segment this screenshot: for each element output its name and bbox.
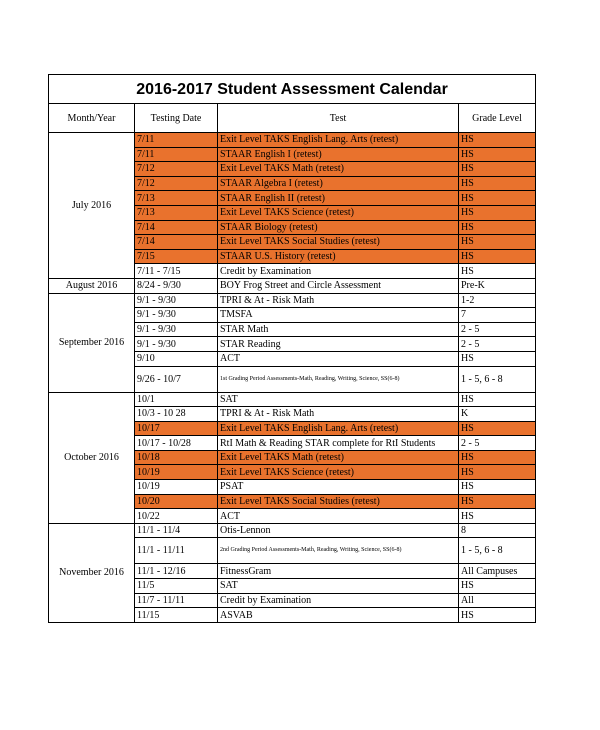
header-row <box>49 104 536 133</box>
test-cell: STAAR English II (retest) <box>218 191 459 206</box>
grade-level-cell: HS <box>459 608 536 623</box>
test-cell: Otis-Lennon <box>218 523 459 538</box>
grade-level-cell: 1 - 5, 6 - 8 <box>459 366 536 392</box>
assessment-calendar <box>48 74 535 623</box>
grade-level-cell: HS <box>459 220 536 235</box>
test-cell: Exit Level TAKS Social Studies (retest) <box>218 494 459 509</box>
table-row <box>49 278 536 293</box>
grade-level-cell: HS <box>459 450 536 465</box>
grade-level-cell: All Campuses <box>459 564 536 579</box>
grade-level-cell: HS <box>459 205 536 220</box>
testing-date-cell: 10/17 - 10/28 <box>135 436 218 451</box>
grade-level-cell: HS <box>459 249 536 264</box>
testing-date-cell: 7/11 <box>135 133 218 148</box>
test-cell: STAAR U.S. History (retest) <box>218 249 459 264</box>
grade-level-cell: HS <box>459 351 536 366</box>
table-row <box>49 133 536 148</box>
grade-level-cell: 2 - 5 <box>459 337 536 352</box>
table-row <box>49 392 536 407</box>
test-cell: STAR Math <box>218 322 459 337</box>
header-testing-date: Testing Date <box>135 104 218 133</box>
test-cell: 2nd Grading Period Assessments-Math, Reading, Writing, Science, SS(6-8) <box>218 538 459 564</box>
test-cell: RtI Math & Reading STAR complete for RtI Students <box>218 436 459 451</box>
testing-date-cell: 9/1 - 9/30 <box>135 293 218 308</box>
calendar-table <box>48 74 536 623</box>
test-cell: Exit Level TAKS Science (retest) <box>218 465 459 480</box>
testing-date-cell: 9/26 - 10/7 <box>135 366 218 392</box>
test-cell: TMSFA <box>218 308 459 323</box>
test-cell: ACT <box>218 509 459 524</box>
testing-date-cell: 10/19 <box>135 480 218 495</box>
test-cell: TPRI & At - Risk Math <box>218 293 459 308</box>
testing-date-cell: 7/11 - 7/15 <box>135 264 218 279</box>
grade-level-cell: HS <box>459 579 536 594</box>
grade-level-cell: HS <box>459 147 536 162</box>
test-cell: 1st Grading Period Assessments-Math, Reading, Writing, Science, SS(6-8) <box>218 366 459 392</box>
testing-date-cell: 9/1 - 9/30 <box>135 322 218 337</box>
testing-date-cell: 7/11 <box>135 147 218 162</box>
test-cell: TPRI & At - Risk Math <box>218 407 459 422</box>
test-cell: Credit by Examination <box>218 264 459 279</box>
grade-level-cell: 7 <box>459 308 536 323</box>
test-cell: STAR Reading <box>218 337 459 352</box>
testing-date-cell: 7/14 <box>135 220 218 235</box>
testing-date-cell: 9/1 - 9/30 <box>135 337 218 352</box>
testing-date-cell: 7/13 <box>135 205 218 220</box>
grade-level-cell: HS <box>459 480 536 495</box>
test-cell: ACT <box>218 351 459 366</box>
testing-date-cell: 10/22 <box>135 509 218 524</box>
test-cell: Exit Level TAKS Science (retest) <box>218 205 459 220</box>
test-cell: PSAT <box>218 480 459 495</box>
grade-level-cell: HS <box>459 162 536 177</box>
test-cell: Exit Level TAKS English Lang. Arts (retest) <box>218 421 459 436</box>
test-cell: SAT <box>218 392 459 407</box>
table-row <box>49 293 536 308</box>
grade-level-cell: HS <box>459 133 536 148</box>
testing-date-cell: 9/1 - 9/30 <box>135 308 218 323</box>
calendar-body <box>49 133 536 623</box>
month-year-cell: August 2016 <box>49 278 135 293</box>
testing-date-cell: 10/20 <box>135 494 218 509</box>
test-cell: Exit Level TAKS Math (retest) <box>218 162 459 177</box>
grade-level-cell: 1 - 5, 6 - 8 <box>459 538 536 564</box>
grade-level-cell: Pre-K <box>459 278 536 293</box>
test-cell: STAAR English I (retest) <box>218 147 459 162</box>
grade-level-cell: 8 <box>459 523 536 538</box>
month-year-cell: July 2016 <box>49 133 135 279</box>
header-test: Test <box>218 104 459 133</box>
testing-date-cell: 7/12 <box>135 162 218 177</box>
test-cell: STAAR Algebra I (retest) <box>218 176 459 191</box>
testing-date-cell: 11/15 <box>135 608 218 623</box>
header-grade-level: Grade Level <box>459 104 536 133</box>
grade-level-cell: HS <box>459 509 536 524</box>
grade-level-cell: 1-2 <box>459 293 536 308</box>
grade-level-cell: All <box>459 593 536 608</box>
month-year-cell: October 2016 <box>49 392 135 523</box>
testing-date-cell: 8/24 - 9/30 <box>135 278 218 293</box>
grade-level-cell: 2 - 5 <box>459 322 536 337</box>
testing-date-cell: 7/15 <box>135 249 218 264</box>
test-cell: ASVAB <box>218 608 459 623</box>
month-year-cell: September 2016 <box>49 293 135 392</box>
grade-level-cell: 2 - 5 <box>459 436 536 451</box>
testing-date-cell: 7/13 <box>135 191 218 206</box>
test-cell: Exit Level TAKS Social Studies (retest) <box>218 235 459 250</box>
test-cell: FitnessGram <box>218 564 459 579</box>
testing-date-cell: 10/19 <box>135 465 218 480</box>
test-cell: BOY Frog Street and Circle Assessment <box>218 278 459 293</box>
grade-level-cell: HS <box>459 176 536 191</box>
page-title: 2016-2017 Student Assessment Calendar <box>49 75 536 104</box>
grade-level-cell: HS <box>459 494 536 509</box>
grade-level-cell: HS <box>459 191 536 206</box>
testing-date-cell: 10/17 <box>135 421 218 436</box>
test-cell: Credit by Examination <box>218 593 459 608</box>
testing-date-cell: 11/1 - 11/11 <box>135 538 218 564</box>
testing-date-cell: 11/1 - 11/4 <box>135 523 218 538</box>
table-row <box>49 523 536 538</box>
testing-date-cell: 7/14 <box>135 235 218 250</box>
test-cell: SAT <box>218 579 459 594</box>
grade-level-cell: HS <box>459 235 536 250</box>
testing-date-cell: 11/5 <box>135 579 218 594</box>
test-cell: STAAR Biology (retest) <box>218 220 459 235</box>
month-year-cell: November 2016 <box>49 523 135 622</box>
testing-date-cell: 9/10 <box>135 351 218 366</box>
grade-level-cell: K <box>459 407 536 422</box>
testing-date-cell: 10/18 <box>135 450 218 465</box>
grade-level-cell: HS <box>459 264 536 279</box>
testing-date-cell: 11/1 - 12/16 <box>135 564 218 579</box>
header-month-year: Month/Year <box>49 104 135 133</box>
test-cell: Exit Level TAKS Math (retest) <box>218 450 459 465</box>
grade-level-cell: HS <box>459 421 536 436</box>
testing-date-cell: 7/12 <box>135 176 218 191</box>
testing-date-cell: 10/3 - 10 28 <box>135 407 218 422</box>
testing-date-cell: 10/1 <box>135 392 218 407</box>
test-cell: Exit Level TAKS English Lang. Arts (retest) <box>218 133 459 148</box>
grade-level-cell: HS <box>459 465 536 480</box>
grade-level-cell: HS <box>459 392 536 407</box>
testing-date-cell: 11/7 - 11/11 <box>135 593 218 608</box>
